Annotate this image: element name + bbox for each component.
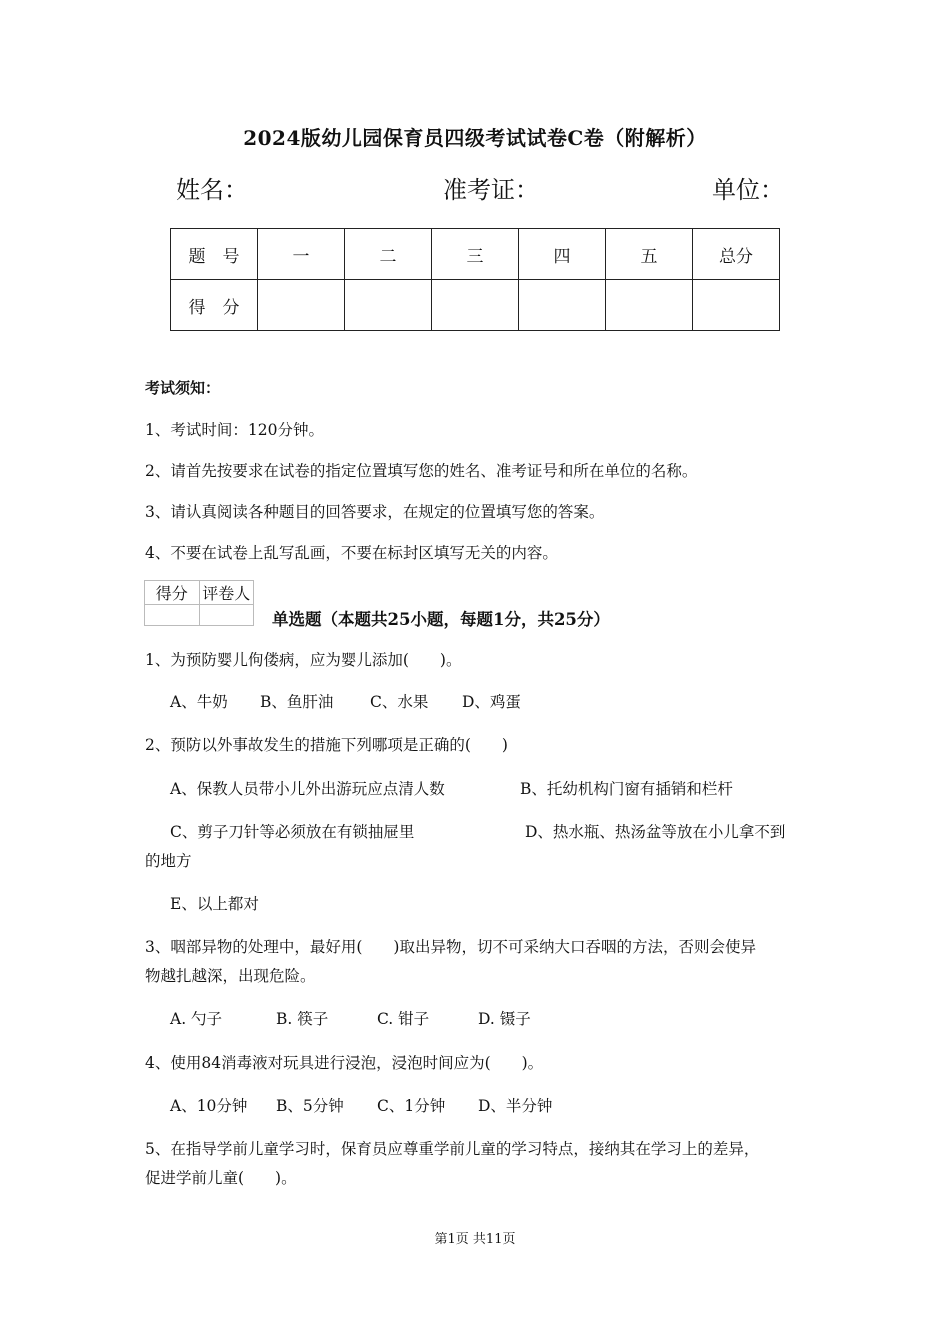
score-header-4: 四 <box>519 229 606 280</box>
question-stem: 1、为预防婴儿佝偻病，应为婴儿添加( )。 <box>145 651 462 669</box>
score-cell[interactable] <box>519 280 606 331</box>
answer-option-continued: 的地方 <box>145 852 192 870</box>
answer-option: C、1分钟 <box>377 1097 446 1115</box>
grader-score-cell[interactable] <box>145 605 200 626</box>
answer-option: A、10分钟 <box>170 1097 248 1115</box>
page-footer: 第1页 共11页 <box>434 1232 516 1247</box>
answer-option: D、热水瓶、热汤盆等放在小儿拿不到 <box>525 823 786 841</box>
score-cell[interactable] <box>693 280 780 331</box>
answer-option: A、牛奶 <box>170 693 228 711</box>
grader-reviewer-cell[interactable] <box>199 605 254 626</box>
grader-reviewer-label: 评卷人 <box>199 581 254 605</box>
answer-option: D、鸡蛋 <box>462 693 521 711</box>
page-title: 2024版幼儿园保育员四级考试试卷C卷（附解析） <box>243 126 707 150</box>
section-title: 单选题（本题共25小题，每题1分，共25分） <box>272 610 610 629</box>
answer-option: D、半分钟 <box>478 1097 553 1115</box>
answer-option: C. 钳子 <box>377 1010 430 1028</box>
question-stem: 4、使用84消毒液对玩具进行浸泡，浸泡时间应为( )。 <box>145 1054 544 1072</box>
notice-item: 1、考试时间：120分钟。 <box>145 421 324 439</box>
exam-id-field-label: 准考证： <box>443 176 539 204</box>
score-header-total: 总分 <box>693 229 780 280</box>
grader-box <box>144 580 254 626</box>
score-table-header-row <box>171 229 780 280</box>
score-header-label: 题 号 <box>171 229 258 280</box>
score-table <box>170 228 780 331</box>
answer-option: C、剪子刀针等必须放在有锁抽屉里 <box>170 823 415 841</box>
score-header-2: 二 <box>345 229 432 280</box>
name-field-label: 姓名： <box>176 176 248 204</box>
question-stem: 3、咽部异物的处理中，最好用( )取出异物，切不可采纳大口吞咽的方法，否则会使异 <box>145 938 756 956</box>
score-row-label: 得 分 <box>171 280 258 331</box>
answer-option: D. 镊子 <box>478 1010 531 1028</box>
score-header-5: 五 <box>606 229 693 280</box>
answer-option: B、鱼肝油 <box>260 693 334 711</box>
score-cell[interactable] <box>432 280 519 331</box>
answer-option: E、以上都对 <box>170 895 259 913</box>
score-header-3: 三 <box>432 229 519 280</box>
question-stem: 2、预防以外事故发生的措施下列哪项是正确的( ) <box>145 736 508 754</box>
answer-option: A、保教人员带小儿外出游玩应点清人数 <box>170 780 445 798</box>
answer-option: B、托幼机构门窗有插销和栏杆 <box>520 780 733 798</box>
answer-option: C、水果 <box>370 693 429 711</box>
question-stem: 5、在指导学前儿童学习时，保育员应尊重学前儿童的学习特点，接纳其在学习上的差异， <box>145 1140 760 1158</box>
score-table-score-row <box>171 280 780 331</box>
notice-item: 4、不要在试卷上乱写乱画，不要在标封区填写无关的内容。 <box>145 544 558 562</box>
notice-heading: 考试须知： <box>145 379 221 397</box>
grader-score-label: 得分 <box>145 581 200 605</box>
answer-option: A. 勺子 <box>170 1010 223 1028</box>
notice-item: 2、请首先按要求在试卷的指定位置填写您的姓名、准考证号和所在单位的名称。 <box>145 462 698 480</box>
score-cell[interactable] <box>606 280 693 331</box>
score-header-1: 一 <box>258 229 345 280</box>
question-stem-continued: 促进学前儿童( )。 <box>145 1169 297 1187</box>
notice-item: 3、请认真阅读各种题目的回答要求，在规定的位置填写您的答案。 <box>145 503 605 521</box>
question-stem-continued: 物越扎越深，出现危险。 <box>145 967 316 985</box>
score-cell[interactable] <box>345 280 432 331</box>
score-cell[interactable] <box>258 280 345 331</box>
answer-option: B. 筷子 <box>276 1010 329 1028</box>
unit-field-label: 单位： <box>712 176 784 204</box>
answer-option: B、5分钟 <box>276 1097 344 1115</box>
